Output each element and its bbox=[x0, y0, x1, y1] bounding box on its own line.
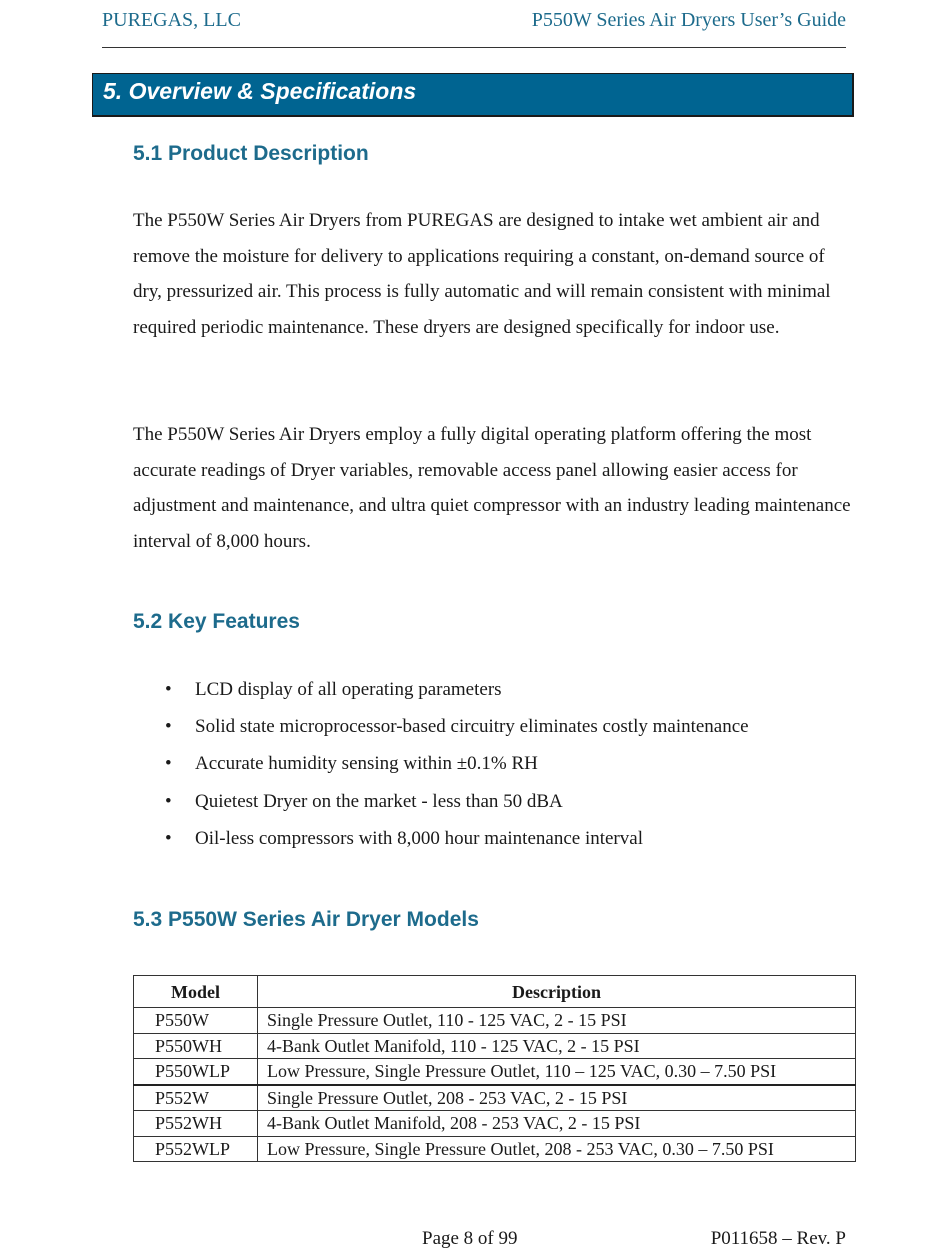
list-item bbox=[0, 716, 950, 746]
table-header-row bbox=[134, 976, 856, 1008]
bullet-icon: • bbox=[165, 716, 172, 737]
table-row bbox=[134, 1136, 856, 1162]
feature-text: Quietest Dryer on the market - less than 50 dBA bbox=[195, 791, 563, 812]
feature-text: LCD display of all operating parameters bbox=[195, 679, 502, 700]
model-cell: P550W bbox=[134, 1008, 258, 1034]
bullet-icon: • bbox=[165, 753, 172, 774]
list-item bbox=[0, 828, 950, 858]
description-cell: 4-Bank Outlet Manifold, 110 - 125 VAC, 2 - 15 PSI bbox=[258, 1033, 856, 1059]
model-cell: P552WLP bbox=[134, 1136, 258, 1162]
header-divider bbox=[102, 47, 846, 48]
list-item bbox=[0, 791, 950, 821]
feature-text: Accurate humidity sensing within ±0.1% RH bbox=[195, 753, 538, 774]
models-heading: 5.3 P550W Series Air Dryer Models bbox=[133, 908, 479, 931]
description-cell: Single Pressure Outlet, 208 - 253 VAC, 2 - 15 PSI bbox=[258, 1085, 856, 1111]
description-cell: Low Pressure, Single Pressure Outlet, 110 – 125 VAC, 0.30 – 7.50 PSI bbox=[258, 1059, 856, 1085]
bullet-icon: • bbox=[165, 679, 172, 700]
bullet-icon: • bbox=[165, 791, 172, 812]
table-row bbox=[134, 1033, 856, 1059]
feature-text: Solid state microprocessor-based circuitry eliminates costly maintenance bbox=[195, 716, 749, 737]
model-cell: P550WLP bbox=[134, 1059, 258, 1085]
product-description-paragraph-2: The P550W Series Air Dryers employ a fully digital operating platform offering the most accurate readings of Dryer variables, removable access panel allowing easier access for adjustment and maintenance, and ultra quiet compressor with an industry leading maintenance interval of 8,000 hours. bbox=[133, 424, 851, 553]
product-description-paragraph-1: The P550W Series Air Dryers from PUREGAS are designed to intake wet ambient air and remove the moisture for delivery to applications requiring a constant, on-demand source of dry, pressurized air. This process is fully automatic and will remain consistent with minimal required periodic maintenance. These dryers are designed specifically for indoor use. bbox=[133, 210, 831, 339]
table-row bbox=[134, 1008, 856, 1034]
table-row bbox=[134, 1085, 856, 1111]
section-title: 5. Overview & Specifications bbox=[103, 78, 417, 104]
header-company: PUREGAS, LLC bbox=[102, 9, 241, 31]
feature-text: Oil-less compressors with 8,000 hour maintenance interval bbox=[195, 828, 643, 849]
model-cell: P552WH bbox=[134, 1111, 258, 1137]
column-header-model: Model bbox=[134, 976, 258, 1008]
section-banner bbox=[92, 73, 854, 117]
model-cell: P552W bbox=[134, 1085, 258, 1111]
list-item bbox=[0, 753, 950, 783]
table-row bbox=[134, 1111, 856, 1137]
column-header-description: Description bbox=[258, 976, 856, 1008]
models-table bbox=[133, 975, 856, 1162]
bullet-icon: • bbox=[165, 828, 172, 849]
table-row bbox=[134, 1059, 856, 1085]
key-features-heading: 5.2 Key Features bbox=[133, 610, 300, 633]
footer-document-number: P011658 – Rev. P bbox=[710, 1228, 846, 1249]
description-cell: 4-Bank Outlet Manifold, 208 - 253 VAC, 2 - 15 PSI bbox=[258, 1111, 856, 1137]
description-cell: Low Pressure, Single Pressure Outlet, 208 - 253 VAC, 0.30 – 7.50 PSI bbox=[258, 1136, 856, 1162]
header-guide-title: P550W Series Air Dryers User’s Guide bbox=[531, 9, 846, 31]
footer-page-number: Page 8 of 99 bbox=[422, 1228, 518, 1249]
model-cell: P550WH bbox=[134, 1033, 258, 1059]
list-item bbox=[0, 679, 950, 709]
description-cell: Single Pressure Outlet, 110 - 125 VAC, 2 - 15 PSI bbox=[258, 1008, 856, 1034]
product-description-heading: 5.1 Product Description bbox=[133, 142, 369, 165]
